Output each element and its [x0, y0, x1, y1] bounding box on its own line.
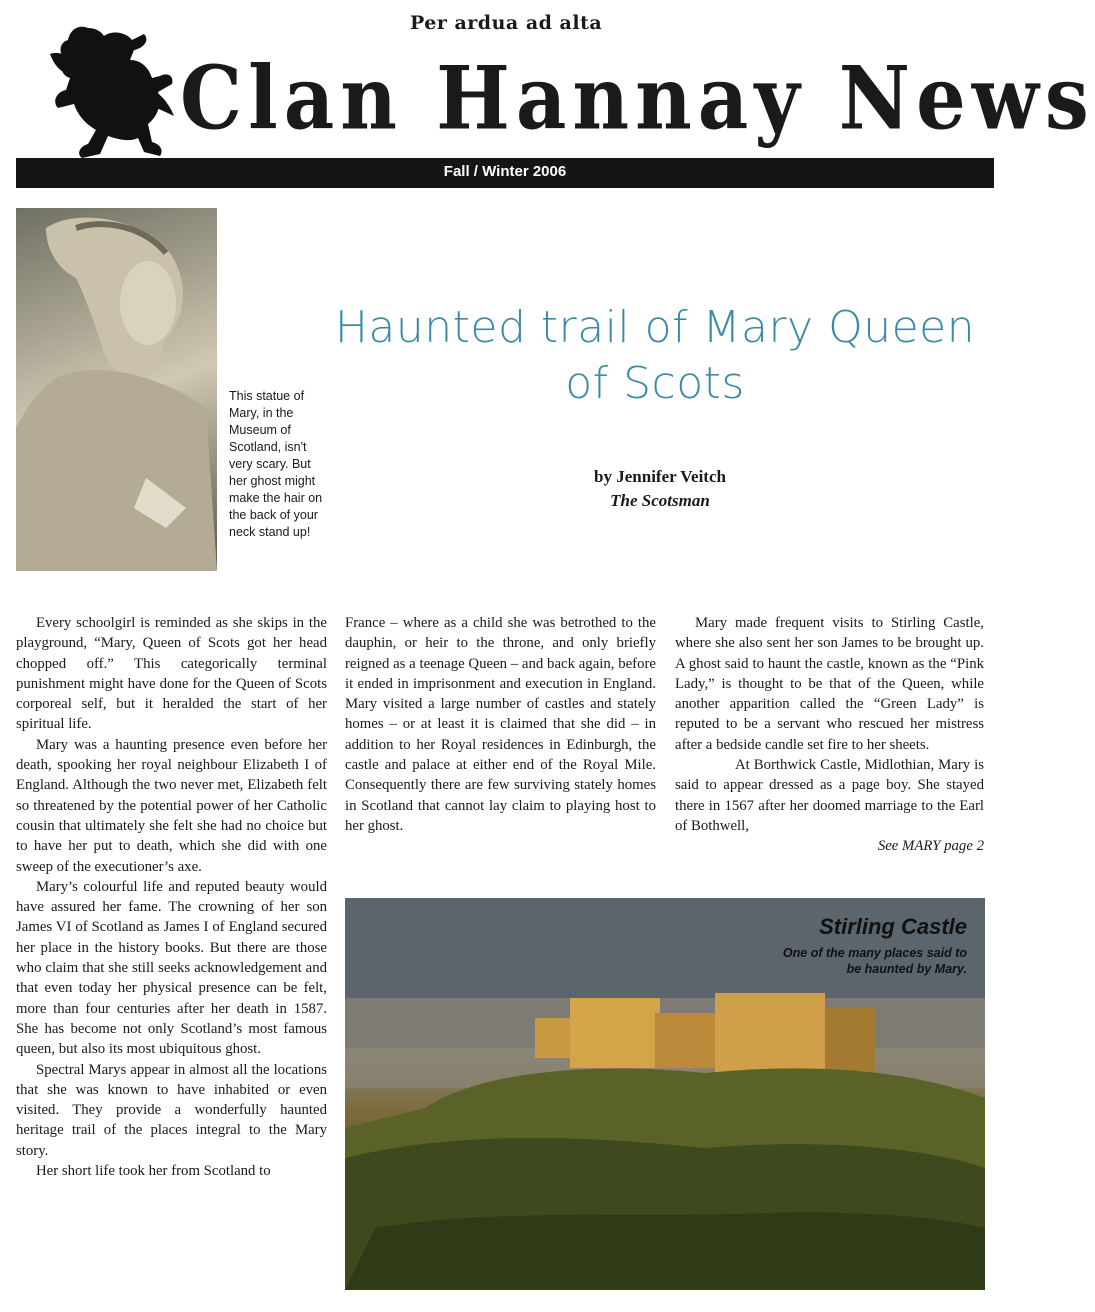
article-column-2	[345, 613, 656, 836]
article-headline: Haunted trail of Mary Queen of Scots	[334, 302, 976, 409]
paragraph: France – where as a child she was betrothed to the dauphin, or heir to the throne, and only briefly reigned as a teenage Queen – and back again, before it ended in imprisonment and execution in England. Mary visited a large number of castles and stately homes – or at least it is claimed that she did – in addition to her Royal residences in Edinburgh, the castle and palace at either end of the Royal Mile. Consequently there are few surviving stately homes in Scotland that cannot lay claim to playing host to her ghost.	[345, 615, 656, 834]
author: by Jennifer Veitch	[594, 467, 726, 486]
paragraph: Spectral Marys appear in almost all the locations that she was known to have inhabited or even visited. They provide a wonderfully haunted heritage trail of the places integral to the Mary story.	[16, 1061, 327, 1159]
paragraph: At Borthwick Castle, Midlothian, Mary is said to appear dressed as a page boy. She stayed there in 1567 after her doomed marriage to the Earl of Bothwell,	[675, 757, 984, 834]
lion-rampant-logo	[48, 20, 178, 162]
article-column-1	[16, 613, 327, 1181]
paragraph: Every schoolgirl is reminded as she skips in the playground, “Mary, Queen of Scots got her head chopped off.” This categorically terminal punishment might have done for the Queen of Scots corporeal self, but it heralded the start of her spiritual life.	[16, 615, 327, 733]
article-column-3	[675, 613, 984, 857]
mary-statue-photo	[16, 208, 217, 571]
issue-date: Fall / Winter 2006	[443, 163, 567, 180]
castle-photo-title: Stirling Castle	[819, 914, 967, 939]
paragraph: Her short life took her from Scotland to	[36, 1163, 271, 1180]
byline	[560, 465, 760, 513]
mary-photo-caption: This statue of Mary, in the Museum of Scotland, isn't very scary. But her ghost might make the hair on the back of your neck stand up!	[229, 389, 323, 539]
motto: Per ardua ad alta	[410, 12, 603, 34]
masthead-title: Clan Hannay News	[180, 48, 1095, 150]
continuation-note: See MARY page 2	[877, 838, 984, 855]
stirling-castle-photo	[345, 898, 985, 1290]
publication: The Scotsman	[610, 491, 710, 510]
paragraph: Mary made frequent visits to Stirling Castle, where she also sent her son James to be brought up. A ghost said to haunt the castle, known as the “Pink Lady,” is thought to be that of the Queen, while another apparition called the “Green Lady” is reputed to be a servant who rescued her mistress after a bedside candle set fire to her sheets.	[675, 615, 984, 753]
paragraph: Mary’s colourful life and reputed beauty would have assured her fame. The crowning of her son James VI of Scotland as James I of England secured her place in the history books. But there are those who claim that she still seeks acknowledgement and that even today her physical presence can be felt, more than four centuries after her death in 1587. She has become not only Scotland’s most famous queen, but also its most ubiquitous ghost.	[16, 878, 327, 1058]
issue-banner	[16, 158, 994, 188]
castle-photo-caption: One of the many places said to be haunted by Mary.	[782, 946, 967, 976]
paragraph: Mary was a haunting presence even before her death, spooking her royal neighbour Elizabeth I of England. Although the two never met, Elizabeth felt so threatened by the potential power of her Catholic cousin that ultimately she felt she had no choice but to have her put to death, which she did with one sweep of the executioner’s axe.	[16, 736, 327, 875]
